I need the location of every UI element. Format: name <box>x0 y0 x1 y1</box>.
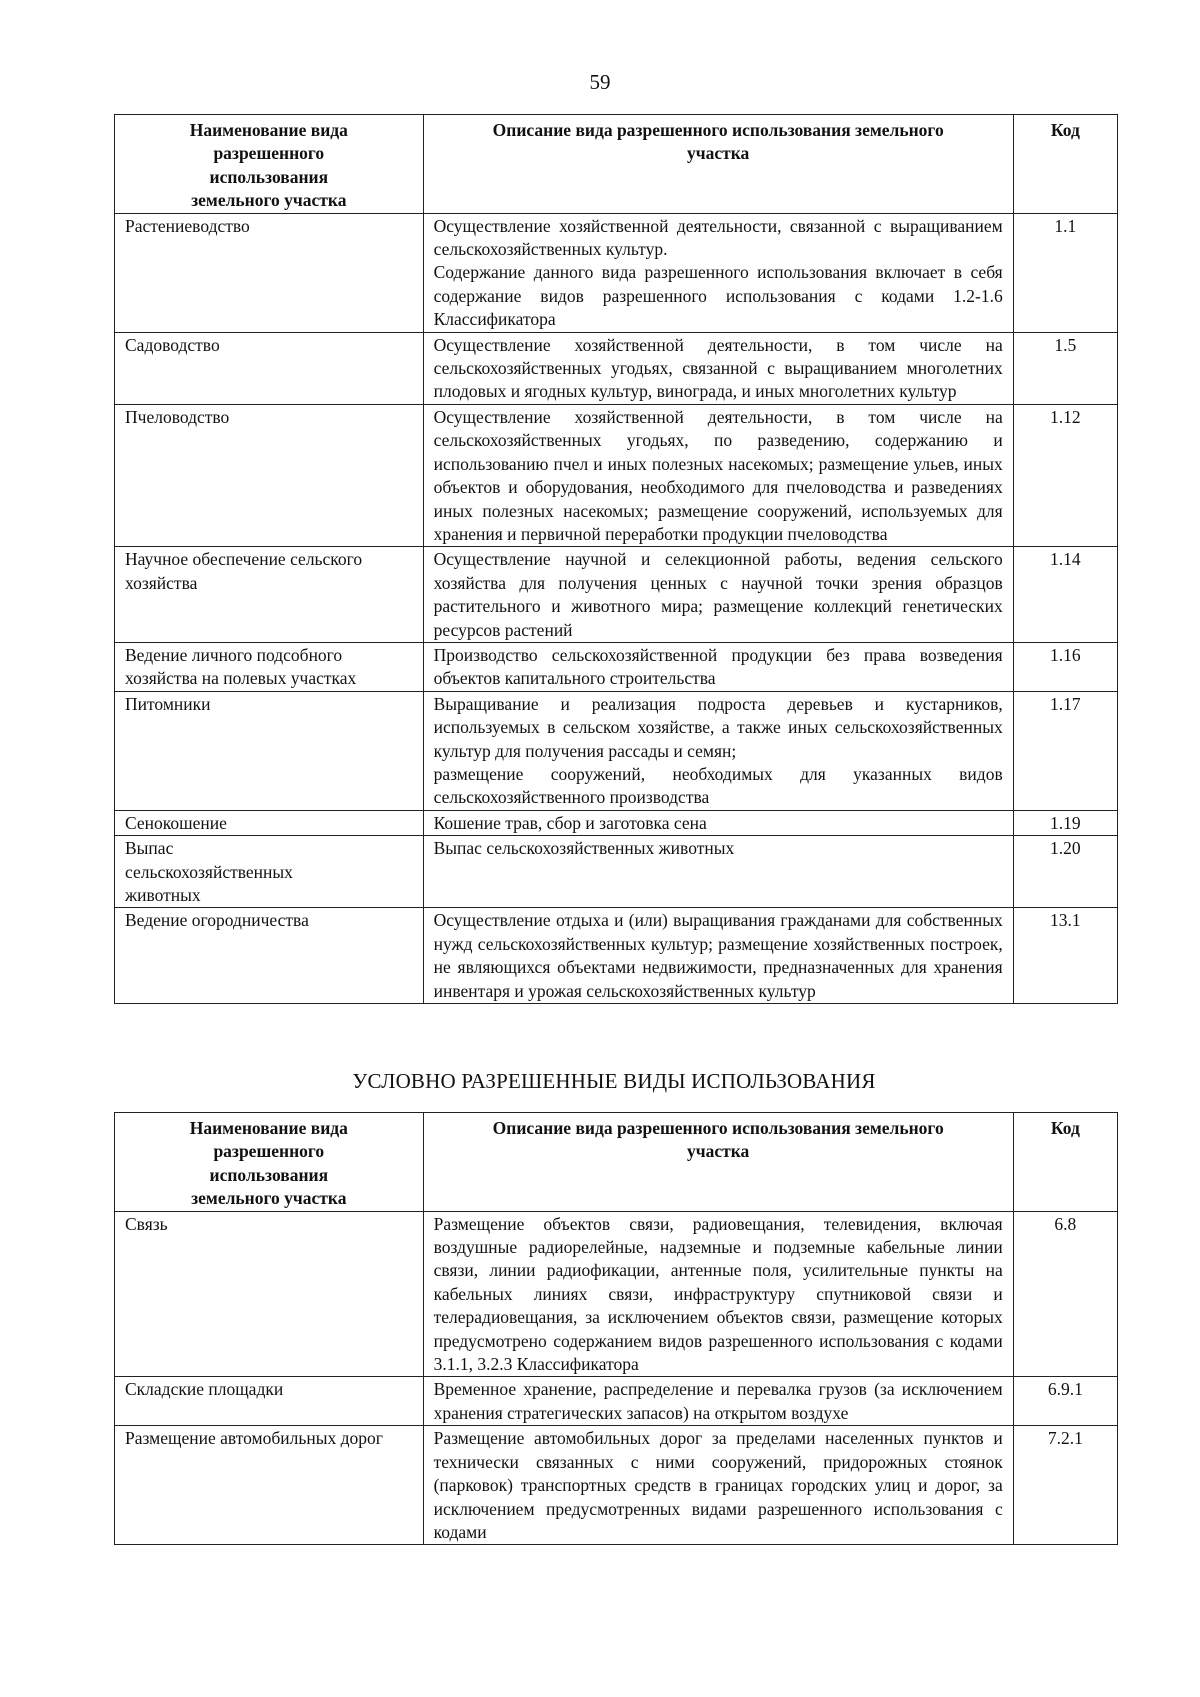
use-code: 1.14 <box>1013 547 1117 643</box>
use-code: 1.20 <box>1013 836 1117 908</box>
table-row <box>115 836 1118 908</box>
header-code: Код <box>1013 115 1117 214</box>
use-description: Осуществление хозяйственной деятельности, связанной с выращиванием сельскохозяйственных культур. Содержание данного вида разрешенного использования включает в себя содержание видов разрешенного использования с кодами 1.2-1.6 Классификатора <box>423 213 1013 332</box>
use-code: 1.12 <box>1013 404 1117 546</box>
use-code: 1.19 <box>1013 810 1117 835</box>
use-name: Садоводство <box>115 332 424 404</box>
section-title: УСЛОВНО РАЗРЕШЕННЫЕ ВИДЫ ИСПОЛЬЗОВАНИЯ <box>352 1069 876 1093</box>
header-name: Наименование вида разрешенного использования земельного участка <box>115 115 424 214</box>
use-name: Сенокошение <box>115 810 424 835</box>
use-code: 7.2.1 <box>1013 1426 1117 1545</box>
header-name: Наименование вида разрешенного использования земельного участка <box>115 1113 424 1212</box>
use-name: Пчеловодство <box>115 404 424 546</box>
header-description: Описание вида разрешенного использования земельного участка <box>423 1113 1013 1212</box>
use-name: Размещение автомобильных дорог <box>115 1426 424 1545</box>
use-code: 6.9.1 <box>1013 1377 1117 1426</box>
use-code: 1.17 <box>1013 691 1117 810</box>
conditional-uses-table <box>114 1112 1118 1545</box>
use-name: Ведение огородничества <box>115 908 424 1004</box>
header-code: Код <box>1013 1113 1117 1212</box>
use-description: Размещение объектов связи, радиовещания, телевидения, включая воздушные радиорелейные, надземные и подземные кабельные линии связи, линии радиофикации, антенные поля, усилительные пункты на кабельных линиях связи, инфраструктуру спутниковой связи и телерадиовещания, за исключением объектов связи, размещение которых предусмотрено содержанием видов разрешенного использования с кодами 3.1.1, 3.2.3 Классификатора <box>423 1211 1013 1377</box>
table-header-row <box>115 1113 1118 1212</box>
use-description: Осуществление хозяйственной деятельности, в том числе на сельскохозяйственных угодьях, по разведению, содержанию и использованию пчел и иных полезных насекомых; размещение ульев, иных объектов и оборудования, необходимого для пчеловодства и разведениях иных полезных насекомых; размещение сооружений, используемых для хранения и первичной переработки продукции пчеловодства <box>423 404 1013 546</box>
use-code: 1.5 <box>1013 332 1117 404</box>
table-row <box>115 642 1118 691</box>
use-description: Осуществление хозяйственной деятельности, в том числе на сельскохозяйственных угодьях, связанной с выращиванием многолетних плодовых и ягодных культур, винограда, и иных многолетних культур <box>423 332 1013 404</box>
use-description: Выпас сельскохозяйственных животных <box>423 836 1013 908</box>
use-code: 1.16 <box>1013 642 1117 691</box>
table-row <box>115 1377 1118 1426</box>
use-description: Выращивание и реализация подроста деревьев и кустарников, используемых в сельском хозяйстве, а также иных сельскохозяйственных культур для получения рассады и семян; размещение сооружений, необходимых для указанных видов сельскохозяйственного производства <box>423 691 1013 810</box>
use-description: Временное хранение, распределение и перевалка грузов (за исключением хранения стратегических запасов) на открытом воздухе <box>423 1377 1013 1426</box>
use-description: Осуществление научной и селекционной работы, ведения сельского хозяйства для получения ценных с научной точки зрения образцов растительного и животного мира; размещение коллекций генетических ресурсов растений <box>423 547 1013 643</box>
table-row <box>115 213 1118 332</box>
use-description: Кошение трав, сбор и заготовка сена <box>423 810 1013 835</box>
use-name: Выпас сельскохозяйственных животных <box>115 836 424 908</box>
use-description: Размещение автомобильных дорог за пределами населенных пунктов и технически связанных с ними сооружений, придорожных стоянок (парковок) транспортных средств в границах городских улиц и дорог, за исключением предусмотренных видами разрешенного использования с кодами <box>423 1426 1013 1545</box>
table-row <box>115 908 1118 1004</box>
use-name: Научное обеспечение сельского хозяйства <box>115 547 424 643</box>
table-row <box>115 1211 1118 1377</box>
table-row <box>115 332 1118 404</box>
use-code: 1.1 <box>1013 213 1117 332</box>
permitted-uses-table <box>114 114 1118 1004</box>
table-row <box>115 691 1118 810</box>
table-row <box>115 810 1118 835</box>
table-row <box>115 404 1118 546</box>
table-row <box>115 547 1118 643</box>
use-description: Производство сельскохозяйственной продукции без права возведения объектов капитального строительства <box>423 642 1013 691</box>
header-description: Описание вида разрешенного использования земельного участка <box>423 115 1013 214</box>
table-row <box>115 1426 1118 1545</box>
use-description: Осуществление отдыха и (или) выращивания гражданами для собственных нужд сельскохозяйственных культур; размещение хозяйственных построек, не являющихся объектами недвижимости, предназначенных для хранения инвентаря и урожая сельскохозяйственных культур <box>423 908 1013 1004</box>
use-name: Ведение личного подсобного хозяйства на полевых участках <box>115 642 424 691</box>
use-code: 13.1 <box>1013 908 1117 1004</box>
use-name: Растениеводство <box>115 213 424 332</box>
use-name: Питомники <box>115 691 424 810</box>
page-number: 59 <box>589 70 611 94</box>
table-header-row <box>115 115 1118 214</box>
use-name: Связь <box>115 1211 424 1377</box>
use-code: 6.8 <box>1013 1211 1117 1377</box>
use-name: Складские площадки <box>115 1377 424 1426</box>
